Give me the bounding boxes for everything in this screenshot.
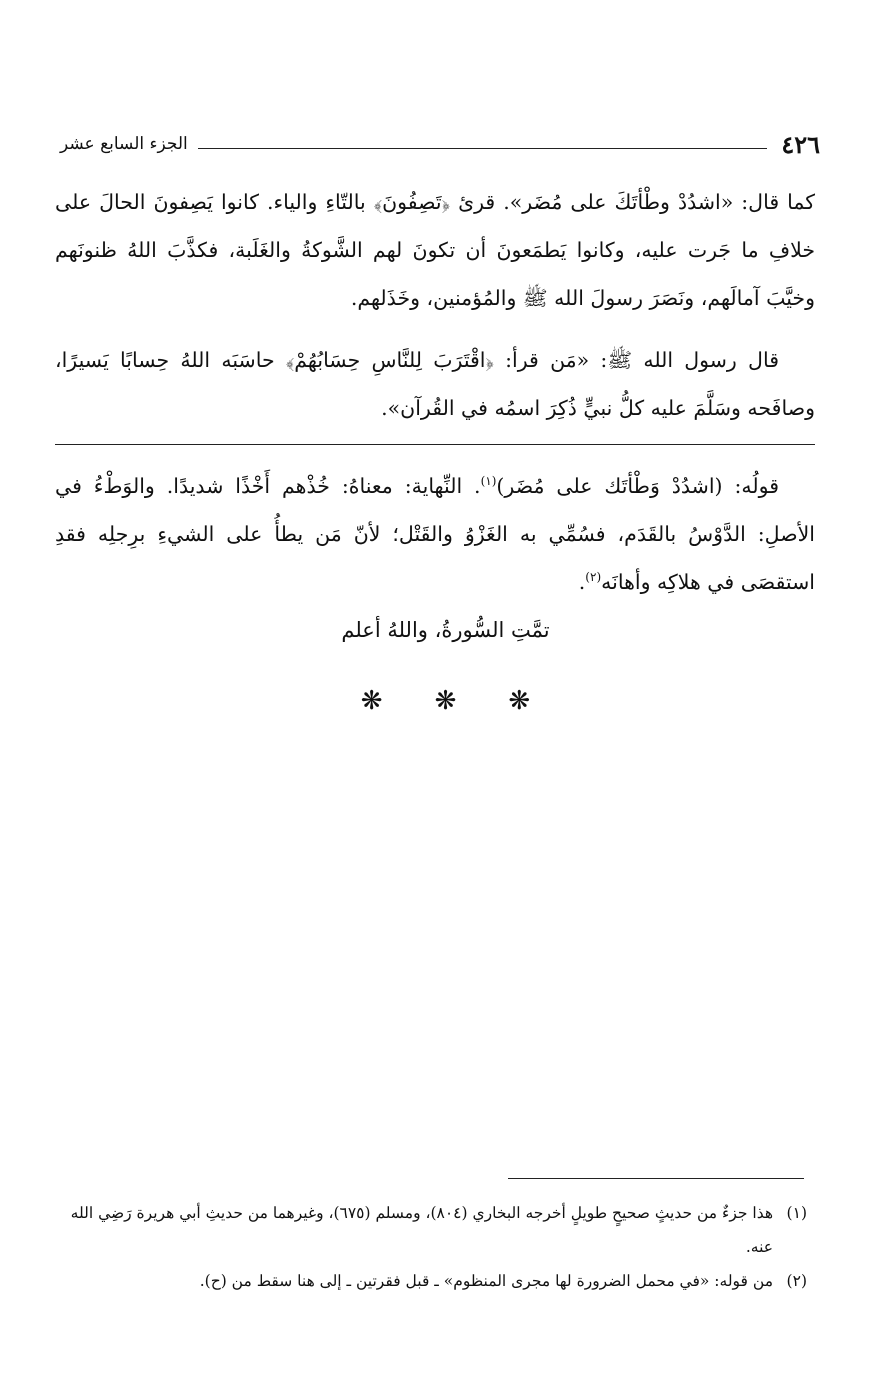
commentary — [55, 462, 815, 606]
header-rule — [198, 148, 768, 149]
section-ornament — [0, 686, 891, 716]
page-header — [60, 126, 820, 162]
commentary-paragraph — [55, 462, 815, 606]
surah-closing: تمَّتِ السُّورةُ، واللهُ أعلم — [341, 618, 550, 642]
page-number: ٤٢٦ — [781, 129, 820, 159]
text-commentary-divider — [55, 444, 815, 445]
footnotes — [55, 1196, 807, 1298]
main-text — [55, 178, 815, 432]
commentary-lemma: قولُه: (اشدُدْ وَطْأتَك على مُضَر) — [496, 474, 779, 498]
footnote-ref-1[interactable]: (١) — [480, 474, 497, 489]
footnote-rule — [508, 1178, 804, 1179]
footnote-text: هذا جزءٌ من حديثٍ صحيحٍ طويلٍ أخرجه البخاري (٨٠٤)، ومسلم (٦٧٥)، وغيرهما من حديثِ أبي هريرة رَضِي الله عنه. — [70, 1204, 773, 1256]
commentary-body: . النِّهاية: معناهُ: خُذْهم أَخْذًا شديدًا. والوَطْءُ في الأصلِ: الدَّوْسُ بالقَدَم، فسُمِّي به الغَزْوُ والقَتْل؛ لأنّ مَن يطأُ على الشيءِ برِجلِه فقدِ استقصَى في هلاكِه وأهانَه — [55, 474, 815, 594]
paragraph-1: كما قال: «اشدُدْ وطْأتَكَ على مُضَر». قرئ ﴿تَصِفُونَ﴾ بالتّاءِ والياء. كانوا يَصِفونَ الحالَ على خلافِ ما جَرت عليه، وكانوا يَطمَعونَ أن تكونَ لهم الشَّوكةُ والغَلَبة، فكذَّبَ اللهُ ظنونَهم وخيَّبَ آمالَهم، ونَصَرَ رسولَ الله ﷺ والمُؤمنين، وخَذَلهم. — [55, 190, 815, 310]
paragraph-2: قال رسول الله ﷺ: «مَن قرأ: ﴿اقْتَرَبَ لِلنَّاسِ حِسَابُهُمْ﴾ حاسَبَه اللهُ حِسابًا يَسيرًا، وصافَحه وسَلَّمَ عليه كلُّ نبيٍّ ذُكِرَ اسمُه في القُرآن». — [55, 348, 815, 420]
footnote-number: (٢) — [786, 1272, 807, 1290]
footnote-text: من قوله: «في محمل الضرورة لها مجرى المنظوم» ـ قبل فقرتين ـ إلى هنا سقط من (ح). — [199, 1272, 773, 1290]
footnote-number: (١) — [786, 1204, 807, 1222]
star-ornament-icon: ❋ — [360, 686, 383, 716]
star-ornament-icon: ❋ — [508, 686, 531, 716]
footnote-1 — [55, 1196, 807, 1264]
commentary-end: . — [578, 570, 586, 594]
footnote-ref-2[interactable]: (٢) — [585, 570, 602, 585]
footnote-2 — [55, 1264, 807, 1298]
running-title: الجزء السابع عشر — [60, 134, 188, 154]
star-ornament-icon: ❋ — [434, 686, 457, 716]
